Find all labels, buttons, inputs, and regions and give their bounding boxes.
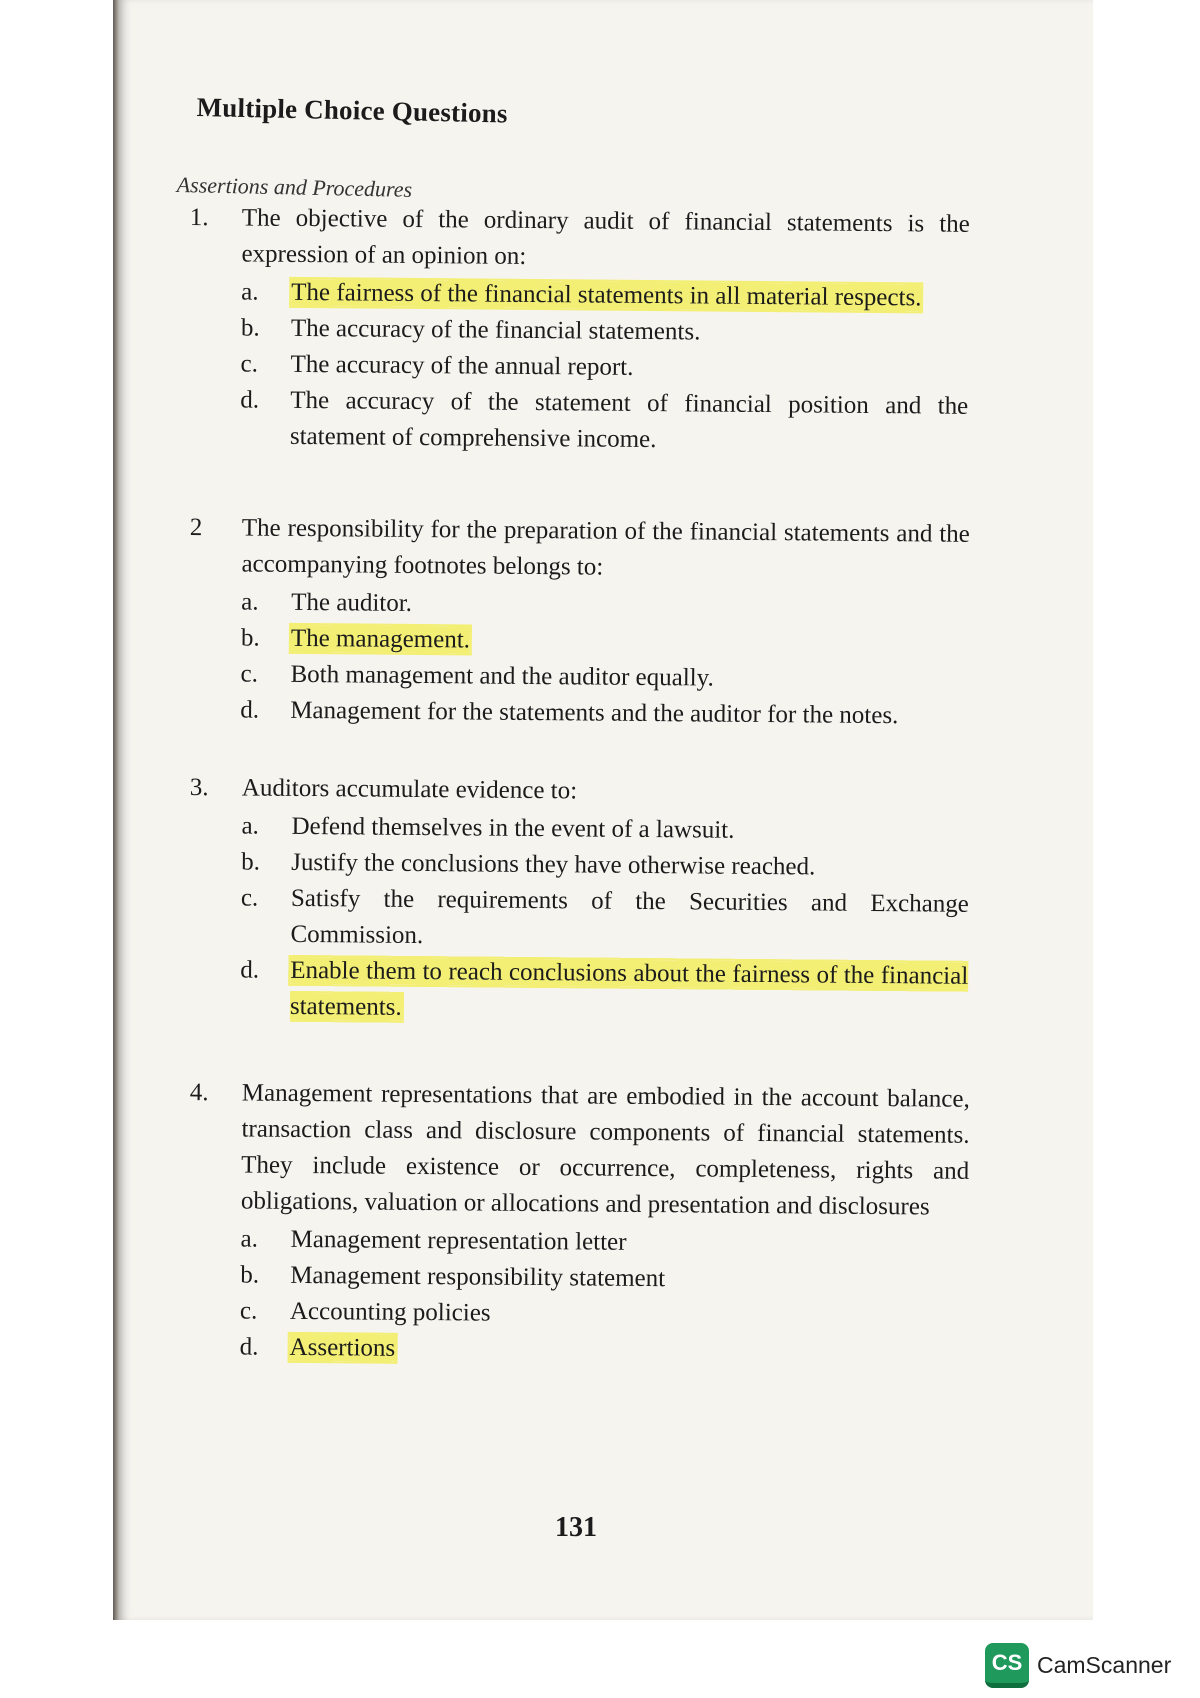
option-letter: a. — [241, 278, 259, 306]
page-number: 131 — [555, 1512, 597, 1543]
page-title: Multiple Choice Questions — [196, 92, 508, 129]
option-d — [240, 382, 969, 460]
option-letter: c. — [240, 660, 259, 688]
question-3 — [188, 770, 970, 1031]
option-text: Management representation letter — [290, 1225, 627, 1256]
section-label: Assertions and Procedures — [176, 172, 413, 202]
option-text: Both management and the auditor equally. — [290, 660, 714, 692]
option-letter: b. — [240, 314, 260, 342]
options-list — [188, 808, 970, 1031]
options-list — [188, 274, 970, 461]
question-2 — [188, 510, 970, 735]
option-letter: b. — [240, 624, 260, 652]
question-number: 4. — [189, 1078, 209, 1107]
question-number: 2 — [189, 513, 203, 542]
option-text: The accuracy of the annual report. — [290, 350, 634, 381]
option-text-highlighted: The fairness of the financial statements in all material respects. — [291, 278, 922, 312]
option-letter: c. — [239, 1297, 258, 1325]
camscanner-name: CamScanner — [1037, 1652, 1172, 1678]
option-text-highlighted: Assertions — [289, 1333, 396, 1362]
option-text: Management responsibility statement — [290, 1261, 666, 1293]
option-letter: b. — [241, 848, 261, 876]
question-number: 1. — [189, 203, 209, 232]
option-text: Accounting policies — [289, 1297, 491, 1327]
option-letter: d. — [240, 956, 260, 984]
option-text: Justify the conclusions they have otherwise reached. — [291, 848, 816, 881]
option-c — [240, 880, 969, 958]
option-letter: a. — [241, 812, 259, 840]
page-binding-shadow — [113, 0, 119, 1620]
option-letter: a. — [240, 1225, 259, 1253]
option-text: Satisfy the requirements of the Securities and Exchange Commission. — [290, 884, 969, 950]
question-4 — [187, 1075, 970, 1372]
option-letter: d. — [240, 386, 260, 414]
option-text: Management for the statements and the auditor for the notes. — [290, 696, 899, 730]
options-list — [188, 584, 969, 735]
camscanner-logo-icon: CS — [985, 1643, 1029, 1688]
option-letter: d. — [239, 1333, 259, 1361]
option-text: The auditor. — [291, 588, 413, 617]
option-text-highlighted: The management. — [290, 624, 471, 654]
option-text-highlighted: Enable them to reach conclusions about the fairness of the financial statements. — [289, 956, 969, 1021]
question-text: The responsibility for the preparation of the financial statements and the accompanying footnotes belongs to: — [241, 514, 970, 581]
option-letter: b. — [240, 1261, 260, 1289]
option-letter: c. — [240, 350, 259, 378]
question-text: Management representations that are embodied in the account balance, transaction class and disclosure components of financial statements. They include existence or occurrence, completeness, rights and obligations, valuation or allocations and presentation and disclosures — [240, 1079, 970, 1221]
question-number: 3. — [189, 773, 209, 802]
option-text: The accuracy of the financial statements. — [290, 314, 701, 346]
option-text: The accuracy of the statement of financial position and the statement of comprehensive income. — [289, 386, 969, 454]
question-text: Auditors accumulate evidence to: — [241, 774, 578, 805]
option-letter: d. — [240, 696, 260, 724]
options-list — [187, 1221, 968, 1372]
option-d — [239, 1329, 967, 1371]
camscanner-watermark — [985, 1643, 1171, 1688]
option-d — [240, 952, 969, 1030]
option-letter: c. — [240, 884, 259, 912]
option-d — [240, 692, 968, 734]
option-letter: a. — [241, 588, 259, 616]
option-text: Defend themselves in the event of a lawsuit. — [291, 812, 735, 844]
question-text: The objective of the ordinary audit of financial statements is the expression of an opinion on: — [241, 204, 970, 270]
question-1 — [188, 200, 970, 461]
